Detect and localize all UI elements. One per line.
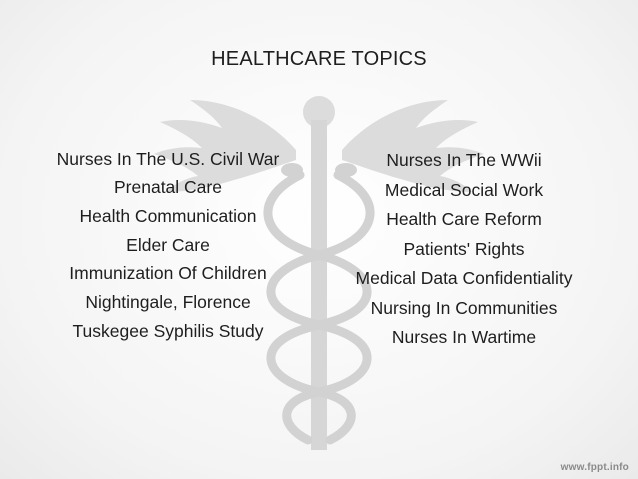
slide-title: HEALTHCARE TOPICS [211,48,427,70]
topic-item: Patients' Rights [403,238,525,259]
topic-item: Nurses In Wartime [391,327,537,347]
topic-item: Health Communication [79,205,257,226]
topic-item: Tuskegee Syphilis Study [72,320,264,341]
topic-item: Prenatal Care [114,177,222,197]
topic-item: Elder Care [126,234,210,255]
topics-left-column [40,146,296,346]
topics-right-column [326,146,602,353]
topic-item: Health Care Reform [386,209,542,229]
topic-item: Medical Data Confidentiality [355,268,573,288]
topic-item: Nightingale, Florence [85,292,251,313]
topic-item: Nurses In The WWii [386,150,542,170]
topic-item: Immunization Of Children [69,263,267,284]
footer-watermark-text: www.fppt.info [560,462,629,473]
topic-item: Nursing In Communities [370,297,558,318]
topic-item: Medical Social Work [384,179,544,200]
topic-item: Nurses In The U.S. Civil War [56,149,280,169]
